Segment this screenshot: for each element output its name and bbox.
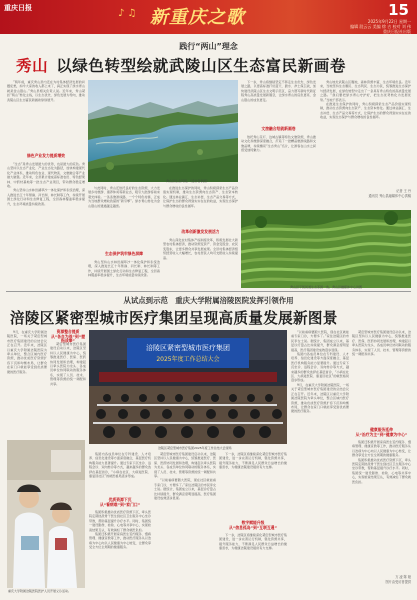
paragraph: 下一步，涪陵区将继续深化紧密型城市医疗集团建设，进一步完善运行机制，强化资源共享，提升服务能力，不断满足人民群众日益增长的健康需求，为健康涪陵建设提供有力支撑。: [219, 533, 287, 551]
article1-title: 以绿色转型绘就武陵山区生态富民新画卷: [56, 57, 347, 75]
article2-col3-subhead: 数字赋能升级 从“信息孤岛”到“互联互通”: [229, 520, 277, 530]
article1-col5-body: [320, 80, 411, 186]
article1-region: 秀山: [16, 57, 49, 75]
article1-col1-body: [7, 162, 85, 286]
article1-tea-garden-photo: [241, 210, 411, 288]
conference-hall-image: [89, 330, 287, 444]
paragraph: 集团还积极开展家庭医生签约服务、慢病管理、健康宣教等工作，推动医疗服务从以治病为中心向以人民健康为中心转变，让群众享受全方位全周期的健康服务。: [89, 532, 151, 550]
paragraph: 依托秀山花灯、边城古镇等特色文旅资源，秀山推动文化和旅游深度融合，打造了一批精品旅游线路和文旅品牌，持续擦亮“生态秀山”名片，让游客在山水之间感受独特魅力。: [241, 135, 316, 153]
screen-text-line1: 涪陵区紧密型城市医疗集团: [146, 344, 230, 352]
paragraph: 集团积极推动优质医疗资源下沉，牵头医院定期选派骨干医生到社区卫生服务中心坐诊带教，帮助基层提升诊疗水平。同时，集团统一建设影像、检验、心电等共享中心，实现检查结果互认，有效减轻了群众就医负担。: [89, 510, 151, 532]
article2-col4-subhead: 健康服务延伸 从“治疗为主”到“健康为中心”: [355, 427, 408, 437]
paragraph: 秀山坚持山水林田湖草沙一体化保护和系统治理，深入推进长江十年禁渔、河长制、林长制等工作，持续开展国土绿化行动和生态修复工程，全县森林覆盖率稳步提升，生态环境质量持续改善。: [7, 188, 85, 206]
river-landscape-image: [88, 80, 238, 182]
paragraph: 紧密型城市医疗集团建设启动以来，涪陵区坚持以人民健康为中心，统筹推进医疗、医保、医药协同发展和治理，构建起以牵头医院为龙头、各成员单位协同联动的服务体系，实现了人员、技术、管理等资源的统一调配和共享。: [154, 452, 216, 479]
column-banner: 新重庆之歌: [150, 7, 245, 28]
paragraph: 秀山坚持山水林田湖草沙一体化保护和系统治理，深入推进长江十年禁渔、河长制、林长制等工作，持续开展国土绿化行动和生态修复工程，全县森林覆盖率稳步提升，生态环境质量持续改善。: [88, 260, 160, 278]
article1-col4-subhead: 文旅融合绘就新画卷: [261, 126, 296, 131]
paragraph: “生态”是秀山发展最大的优势，也是最大的底色。秀山坚持以生态产业化、产业生态化为路径，加快构建现代化产业体系，推动特色农业、现代物流、文旅融合等产业做大做强。近年来，全县累计建成高标准农田、特色经果林、中药材基地等一批生态产业项目，带动群众稳定增收。: [7, 162, 85, 189]
article1-col4-body2: [241, 135, 316, 207]
article2-photo1-caption: 涪陵区紧密型城市医疗集团2025年度工作总结大会现场: [158, 446, 232, 450]
paragraph: ”两年前，重庆秀山县内还在为村集体经济发展的问题犯愁，如今大家的收入都上来了，真正实现了绿水青山就是金山银山。”秀山县相关负责人说。近年来，秀山紧扣“两山”转化主线，以生态优先、绿色发展为导向，推动武陵山区生态富民新画卷徐徐展开。: [7, 80, 85, 102]
music-notes-icon: ♪ ♫: [118, 8, 137, 19]
issue-date: 2025年9月22日 星期一: [367, 19, 411, 24]
paragraph: “以前看病要跑大医院，现在社区就能看专家门诊，方便多了。”家住涪陵区的市民李女士说。据统计，集团成立以来，基层诊疗量占比持续提升，群众满意度明显提高，医疗集团建设成效逐步显现。: [291, 330, 349, 352]
article2-byline: 万 凌 陈 娅 图片由受访者提供: [385, 575, 411, 584]
article2-kicker: 从试点到示范 重庆大学附属涪陵医院发挥引领作用: [123, 296, 294, 305]
paragraph: 集团积极推动优质医疗资源下沉，牵头医院定期选派骨干医生到社区卫生服务中心坐诊带教，帮助基层提升诊疗水平。同时，集团统一建设影像、检验、心电等共享中心，实现检查结果互认，有效减轻了群众就医负担。: [352, 457, 411, 484]
section-divider: [6, 291, 411, 292]
newspaper-logo: 重庆日报: [4, 4, 32, 12]
article1-photo1-caption: 秀山县生态风貌。（受访者供图）: [166, 179, 210, 183]
article1-photo2-caption: 秀山县平凯街道生态茶园一角。秀山县融媒体中心供图: [290, 285, 363, 289]
article2-doctors-photo: [7, 440, 85, 588]
article2-col3-body2: [219, 533, 287, 595]
article2-col3-text: [219, 452, 287, 520]
paragraph: 紧密型城市医疗集团建设启动以来，涪陵区坚持以人民健康为中心，统筹推进医疗、医保、医药协同发展和治理，构建起以牵头医院为龙头、各成员单位协同联动的服务体系，实现了人员、技术、管理等资源的统一调配和共享。: [50, 342, 86, 386]
article1-river-photo: [88, 80, 238, 182]
paragraph: 秀山地处武陵山区腹地，森林资源丰富，生态环境优良。近年来，当地坚持生态惠民、生态利民、生态为民，统筹推进生态保护与经济发展，在绿色转型中走出了一条具有秀山特色的高质量发展之路。“我们要把绿水青山守护好，把生态优势转化为发展优势。”当地干部表示。: [320, 80, 411, 102]
article2-col5-body: [352, 330, 411, 420]
article1-col3-subhead: 改革创新激发发展活力: [181, 229, 220, 234]
issue-publisher: 重庆日报社出版: [383, 29, 411, 34]
article2-col5-body2: [352, 440, 411, 566]
article2-col2-body2: [89, 510, 151, 596]
article2-col2-body: [89, 452, 151, 496]
medical-staff-image: [7, 440, 85, 588]
issue-meta: [350, 19, 411, 34]
masthead-band: [0, 0, 417, 34]
tea-garden-image: [241, 210, 411, 288]
article2-title: 涪陵区紧密型城市医疗集团呈现高质量发展新图景: [10, 310, 338, 327]
article1-kicker: 践行“两山”理念: [179, 42, 238, 51]
article1-col1-lead: [7, 80, 85, 152]
article2-col3-body: [154, 452, 216, 596]
issue-editors: 编辑 段云云 美编 徐 吉 校对 刘 伟: [350, 24, 411, 29]
article1-headline: [16, 54, 416, 76]
article2-col4-body: [291, 330, 349, 596]
article1-col2-body2: [88, 260, 160, 288]
article1-byline: 记者 王 丹 通讯员 秀山县融媒体中心供稿: [368, 189, 411, 198]
paragraph: “以前看病要跑大医院，现在社区就能看专家门诊，方便多了。”家住涪陵区的市民李女士说。据统计，集团成立以来，基层诊疗量占比持续提升，群众满意度明显提高，医疗集团建设成效逐步显现。: [154, 478, 216, 501]
paragraph: 在推进生态保护的同时，秀山积极探索生态产品价值实现机制，推动生态资源向生态资产、生态资本转化。通过林业碳汇、生态补偿、生态产品交易等方式，让保护生态的群众得到实实在在的收益，实现生态保护与群众增收的良性循环。: [163, 186, 238, 208]
screen-text-line2: 2025年度工作总结大会: [156, 356, 220, 363]
article1-col3-body2: [163, 238, 238, 288]
paragraph: 在推进生态保护的同时，秀山积极探索生态产品价值实现机制，推动生态资源向生态资产、生态资本转化。通过林业碳汇、生态补偿、生态产品交易等方式，让保护生态的群众得到实实在在的收益，实现生态保护与群众增收的良性循环。: [320, 102, 411, 120]
paragraph: 与此同时，秀山还依托良好的生态资源，大力发展乡村旅游、康养休闲等新业态，吸引大批游客前来观光体验。一条条旅游线路、一个个特色村寨，正成为当地群众增收致富的“新引擎”。绿水青山转化为金山银山的通道越走越宽。: [88, 186, 160, 208]
article1-col2-subhead: 生态保护筑牢绿色屏障: [105, 251, 143, 256]
article2-col1-lead: [7, 330, 47, 438]
paragraph: 集团内各成员单位在专科建设、人才培养、信息化建设等方面深度融合，基层医疗机构服务能力显著提升。通过专家下沉坐诊、远程会诊、双向转诊等方式，越来越多的群众选择在基层首诊，“小病在社区、大病进医院、康复回社区”的就医格局逐步形成。: [291, 352, 349, 383]
paragraph: 集团内各成员单位在专科建设、人才培养、信息化建设等方面深度融合，基层医疗机构服务能力显著提升。通过专家下沉坐诊、远程会诊、双向转诊等方式，越来越多的群众选择在基层首诊，“小病在社区、大病进医院、康复回社区”的就医格局逐步形成。: [89, 452, 151, 479]
paragraph: 9月，在重庆大学附属涪陵医院，一场关于紧密型城市医疗集团建设的总结会议正在召开。近年来，涪陵区以重庆大学附属涪陵医院为牵头单位，整合区域内医疗资源，推动优质医疗资源扩容下沉和均衡布局，让群众在家门口就能享受到优质便捷的医疗服务。: [291, 382, 349, 414]
article2-col2-subhead: 优质资源下沉 从“看病难”到“家门口”: [99, 497, 141, 507]
article1-col2-body: [88, 186, 160, 250]
paragraph: 紧密型城市医疗集团建设启动以来，涪陵区坚持以人民健康为中心，统筹推进医疗、医保、医药协同发展和治理，构建起以牵头医院为龙头、各成员单位协同联动的服务体系，实现了人员、技术、管理等资源的统一调配和共享。: [352, 330, 411, 357]
paragraph: 9月，在重庆大学附属涪陵医院，一场关于紧密型城市医疗集团建设的总结会议正在召开。近年来，涪陵区以重庆大学附属涪陵医院为牵头单位，整合区域内医疗资源，推动优质医疗资源扩容下沉和均衡布局，让群众在家门口就能享受到优质便捷的医疗服务。: [7, 330, 47, 374]
paragraph: 集团还积极开展家庭医生签约服务、慢病管理、健康宣教等工作，推动医疗服务从以治病为中心向以人民健康为中心转变，让群众享受全方位全周期的健康服务。: [352, 440, 411, 458]
page-number: 15: [388, 1, 409, 19]
article1-col1-subhead: 绿色产业发力提质增效: [27, 153, 65, 158]
article2-conference-photo: [89, 330, 287, 444]
paragraph: 秀山深化农村集体产权制度改革，积极发展壮大新型农村集体经济，推动资源变资产、资金变股金、农民变股东，让更多群众共享发展成果。全县村集体经济组织经营收入大幅增长，农村居民人均可支配收入持续提高。: [163, 238, 238, 260]
article2-col1-body: [50, 342, 86, 438]
article2-photo2-caption: 重庆大学附属涪陵医院医护人员开展义诊活动。: [8, 589, 72, 593]
article2-col1-subhead: 资源整合提质 从“各自为战”到“握指成拳”: [50, 329, 86, 344]
paragraph: 下一步，涪陵区将继续深化紧密型城市医疗集团建设，进一步完善运行机制，强化资源共享，提升服务能力，不断满足人民群众日益增长的健康需求，为健康涪陵建设提供有力支撑。: [219, 452, 287, 470]
article1-col3-body: [163, 186, 238, 228]
paragraph: 下一步，秀山将继续坚定不移走生态优先、绿色发展之路，以更高标准打好蓝天、碧水、净土保卫战，加快建设武陵山区生态文明示范区，奋力谱写新时代新征程秀山高质量发展新篇章，让绿水青山的底色更亮、金山银山的成色更足。: [241, 80, 316, 102]
